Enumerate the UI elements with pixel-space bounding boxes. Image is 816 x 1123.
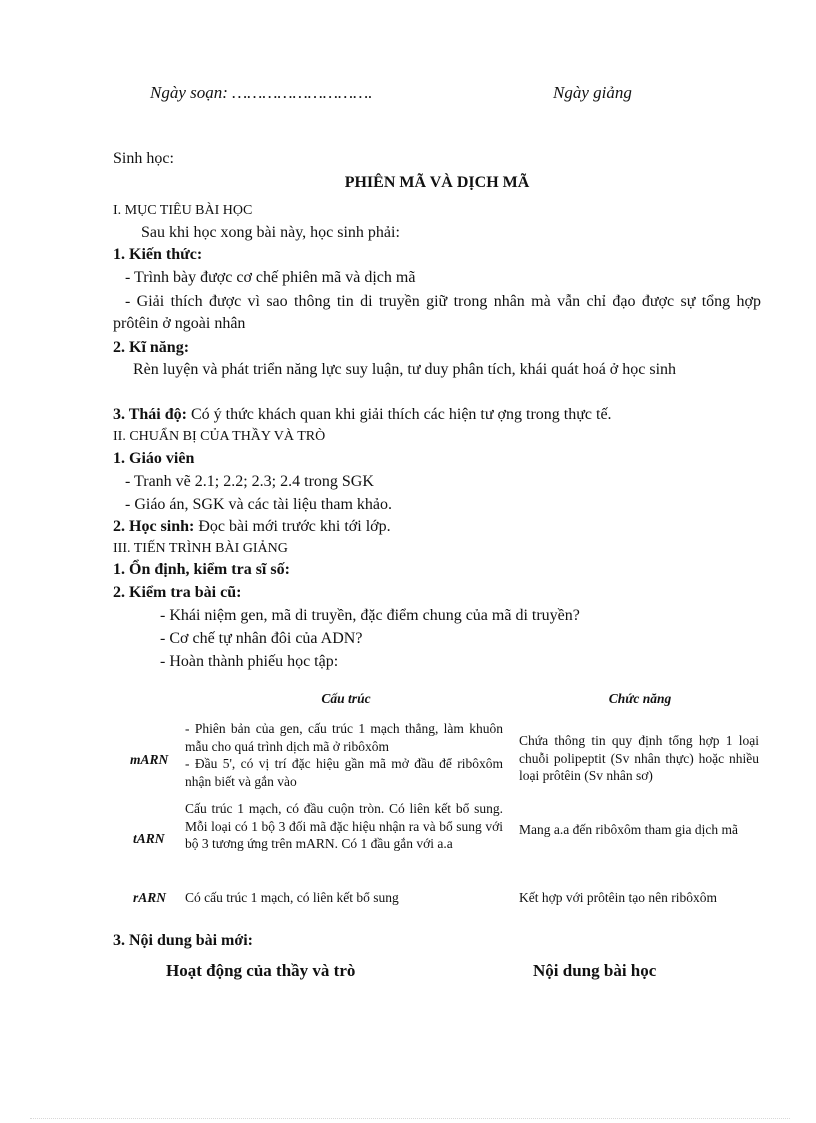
section-1-intro: Sau khi học xong bài này, học sinh phải: [141, 224, 400, 241]
knowledge-heading: 1. Kiến thức: [113, 246, 203, 263]
column-heading-content: Nội dung bài học [533, 961, 657, 980]
page-title: PHIÊN MÃ VÀ DỊCH MÃ [344, 174, 530, 191]
review-question-3: - Hoàn thành phiếu học tập: [160, 653, 339, 670]
check-heading: 2. Kiểm tra bài cũ: [113, 584, 242, 601]
section-1-heading: I. MỤC TIÊU BÀI HỌC [113, 203, 253, 218]
date-prepared-label: Ngày soạn: [150, 83, 228, 102]
row-function: Kết hợp với prôtêin tạo nên ribôxôm [519, 890, 717, 905]
review-question-1: - Khái niệm gen, mã di truyền, đặc điểm chung của mã di truyền? [160, 607, 580, 624]
student-label: 2. Học sinh: [113, 518, 195, 535]
row-structure-2: - Đầu 5', có vị trí đặc hiệu gần mã mở đầu để ribôxôm nhận biết và gắn vào [185, 756, 503, 789]
date-prepared-dots: ………………………. [232, 83, 373, 102]
student-text: Đọc bài mới trước khi tới lớp. [198, 518, 391, 535]
row-function: Chứa thông tin quy định tổng hợp 1 loại chuỗi polipeptit (Sv nhân thực) hoặc nhiều loại prôtêin (Sv nhân sơ) [519, 733, 759, 783]
knowledge-item-1: - Trình bày được cơ chế phiên mã và dịch mã [125, 269, 416, 286]
table-head-structure: Cấu trúc [321, 691, 371, 706]
row-structure-1: - Phiên bản của gen, cấu trúc 1 mạch thẳng, làm khuôn mẫu cho quá trình dịch mã ở ribôxôm [185, 721, 503, 754]
row-structure-1: Có cấu trúc 1 mạch, có liên kết bổ sung [185, 890, 399, 905]
row-name: mARN [130, 752, 169, 767]
knowledge-item-2: - Giải thích được vì sao thông tin di truyền giữ trong nhân mà vẫn chỉ đạo được sự tổng hợp prôtêin ở ngoài nhân [113, 293, 761, 332]
skill-text: Rèn luyện và phát triển năng lực suy luận, tư duy phân tích, khái quát hoá ở học sinh [133, 361, 677, 378]
page-bottom-border [30, 1118, 790, 1119]
date-prepared [150, 82, 372, 104]
row-name: rARN [133, 890, 167, 905]
skill-heading: 2. Kĩ năng: [113, 339, 190, 356]
attitude-label: 3. Thái độ: [113, 406, 187, 423]
stabilize-heading: 1. Ổn định, kiểm tra sĩ số: [113, 561, 290, 578]
review-question-2: - Cơ chế tự nhân đôi của ADN? [160, 630, 363, 647]
teacher-item-1: - Tranh vẽ 2.1; 2.2; 2.3; 2.4 trong SGK [125, 473, 374, 490]
column-heading-activities: Hoạt động của thầy và trò [166, 961, 356, 980]
subject-label: Sinh học: [113, 150, 174, 167]
row-name: tARN [133, 831, 165, 846]
attitude [113, 404, 612, 426]
date-taught-label: Ngày giảng [553, 83, 632, 102]
section-3-heading: III. TIẾN TRÌNH BÀI GIẢNG [113, 541, 288, 556]
row-structure-1: Cấu trúc 1 mạch, có đầu cuộn tròn. Có liên kết bổ sung. Mỗi loại có 1 bộ 3 đối mã đặc hiệu nhận ra và bổ sung với bộ 3 tương ứng trên mARN. Có 1 đầu gắn với a.a [185, 801, 503, 851]
row-function: Mang a.a đến ribôxôm tham gia dịch mã [519, 822, 738, 837]
new-lesson-heading: 3. Nội dung bài mới: [113, 932, 253, 949]
teacher-item-2: - Giáo án, SGK và các tài liệu tham khảo. [125, 496, 393, 513]
section-2-heading: II. CHUẨN BỊ CỦA THẦY VÀ TRÒ [113, 429, 326, 444]
table-head-function: Chức năng [608, 691, 672, 706]
teacher-heading: 1. Giáo viên [113, 450, 195, 467]
attitude-text: Có ý thức khách quan khi giải thích các hiện tư ợng trong thực tế. [190, 406, 612, 423]
student-prep [113, 516, 391, 538]
